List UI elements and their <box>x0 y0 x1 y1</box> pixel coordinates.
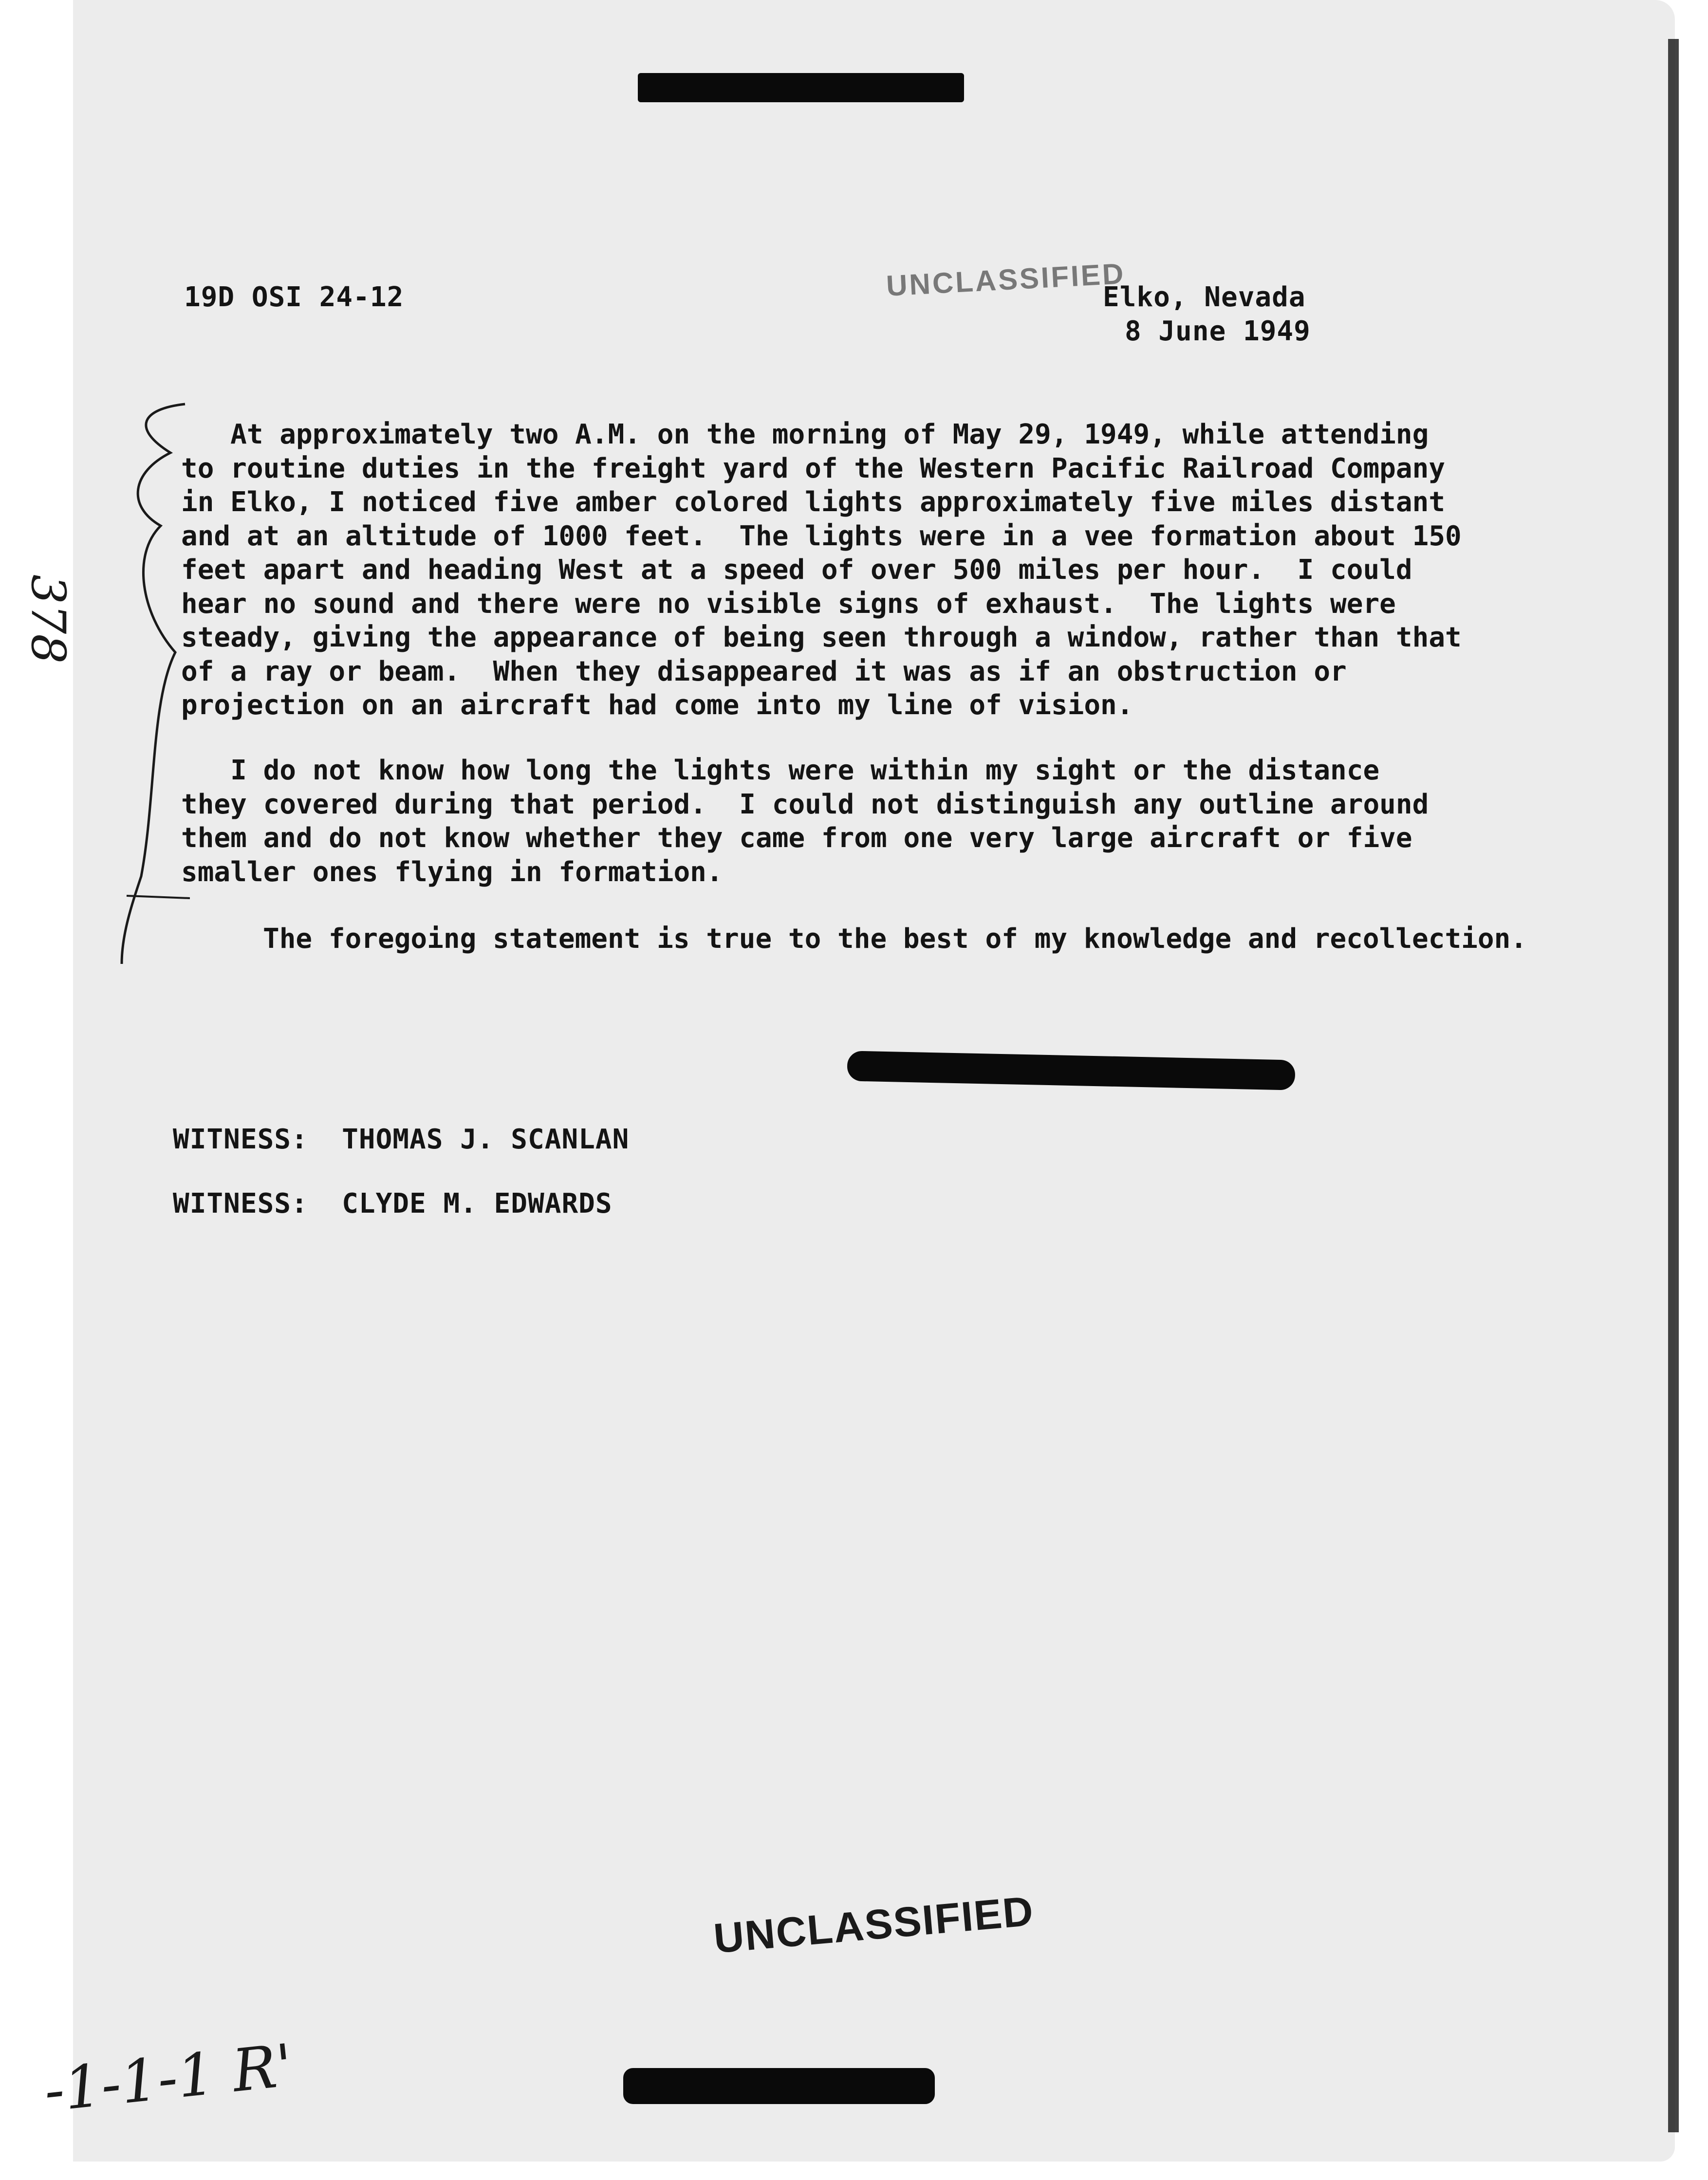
scan-margin <box>0 0 73 2180</box>
document-date: 8 June 1949 <box>1125 315 1311 347</box>
witness-label: WITNESS: <box>173 1188 308 1219</box>
statement-paragraph-2: I do not know how long the lights were within my sight or the distance they covered during that period. I could not distinguish any outline around them and do not know whether they came from one very large aircraft or five smaller ones flying in formation. <box>181 755 1429 888</box>
redacted-classification-top <box>638 73 964 102</box>
witness-line-2 <box>173 1188 613 1219</box>
margin-bracket-mark <box>112 399 190 974</box>
reference-number: 19D OSI 24-12 <box>184 281 404 313</box>
unclassified-stamp-footer: UNCLASSIFIED <box>712 1887 1036 1962</box>
witness-name: CLYDE M. EDWARDS <box>342 1188 613 1219</box>
witness-label: WITNESS: <box>173 1124 308 1155</box>
redacted-classification-bottom <box>623 2068 935 2104</box>
handwritten-margin-number: 378 <box>21 574 75 664</box>
page-edge-shadow <box>1668 39 1679 2132</box>
unclassified-stamp-header: UNCLASSIFIED <box>885 257 1126 302</box>
witness-line-1 <box>173 1124 629 1155</box>
witness-name: THOMAS J. SCANLAN <box>342 1124 630 1155</box>
statement-paragraph-1: At approximately two A.M. on the morning of May 29, 1949, while attending to routine duties in the freight yard of the Western Pacific Railroad Company in Elko, I noticed five amber colored lights approximately five miles distant and at an altitude of 1000 feet. The lights were in a vee formation about 150 feet apart and heading West at a speed of over 500 miles per hour. I could hear no sound and there were no visible signs of exhaust. The lights were steady, giving the appearance of being seen through a window, rather than that of a ray or beam. When they disappeared it was as if an obstruction or projection on an aircraft had come into my line of vision. <box>181 419 1462 721</box>
location: Elko, Nevada <box>1103 281 1306 313</box>
statement-paragraph-3: The foregoing statement is true to the best of my knowledge and recollection. <box>263 923 1527 955</box>
handwritten-footer-note: -1-1-1 R' <box>41 2032 297 2125</box>
